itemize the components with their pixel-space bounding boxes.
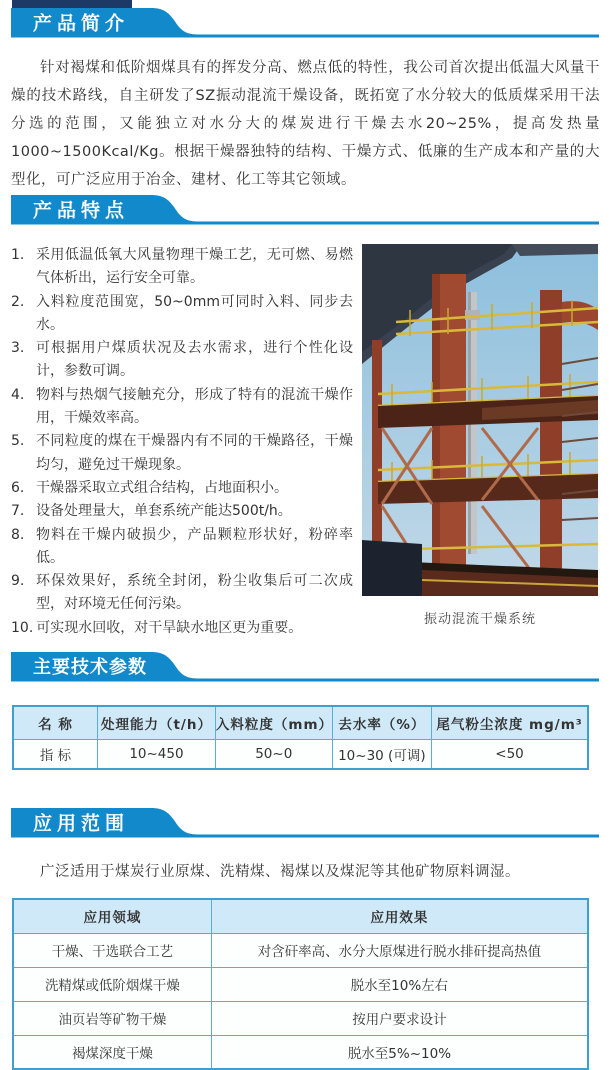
application-table: [12, 898, 589, 1070]
app-table-row: [13, 1001, 588, 1035]
tech-header-cell: 尾气粉尘浓度 mg/m³: [432, 706, 588, 739]
app-cell-effect: 脱水至10%左右: [211, 967, 588, 1001]
feature-item: [11, 244, 353, 291]
feature-item-number: 4.: [11, 386, 25, 403]
photo-caption: 振动混流干燥系统: [423, 612, 536, 627]
app-header-cell: 应用领域: [13, 899, 211, 933]
feature-item: [11, 337, 353, 384]
feature-item: [11, 617, 353, 640]
feature-item-text: 环保效果好，系统全封闭，粉尘收集后可二次成型，对环境无任何污染。: [36, 573, 353, 613]
tech-table-header-row: [13, 706, 588, 739]
app-table-row: [13, 933, 588, 967]
section-header-application: [11, 808, 600, 838]
feature-item-number: 2.: [11, 293, 25, 310]
section-header-intro: [11, 8, 600, 38]
section-title-application: 应用范围: [33, 812, 130, 835]
feature-item-number: 3.: [11, 340, 25, 357]
app-cell-domain: 洗精煤或低阶烟煤干燥: [13, 967, 211, 1001]
tech-data-cell: <50: [432, 739, 588, 769]
app-cell-effect: 对含矸率高、水分大原煤进行脱水排矸提高热值: [211, 933, 588, 967]
feature-item: [11, 384, 353, 431]
tech-data-cell: 10~450: [98, 739, 216, 769]
section-title-intro: 产品简介: [33, 12, 130, 35]
feature-item-text: 设备处理量大，单套系统产能达500t/h。: [36, 503, 292, 520]
feature-item-text: 入料粒度范围宽，50~0mm可同时入料、同步去水。: [36, 293, 353, 333]
feature-item-text: 采用低温低氧大风量物理干燥工艺，无可燃、易燃气体析出，运行安全可靠。: [36, 247, 353, 287]
app-header-cell: 应用效果: [211, 899, 588, 933]
feature-item: [11, 477, 353, 500]
feature-item: [11, 291, 353, 338]
product-photo-block: [362, 244, 598, 627]
features-list: [11, 244, 353, 640]
application-paragraph: 广泛适用于煤炭行业原煤、洗精煤、褐煤以及煤泥等其他矿物原料调湿。: [40, 864, 520, 881]
top-navy-strip: [12, 0, 132, 8]
app-cell-effect: 按用户要求设计: [211, 1001, 588, 1035]
feature-item-text: 物料与热烟气接触充分，形成了特有的混流干燥作用，干燥效率高。: [36, 386, 353, 427]
feature-item-number: 6.: [11, 479, 25, 496]
feature-item: [11, 500, 353, 523]
app-cell-domain: 褐煤深度干燥: [13, 1035, 211, 1069]
tech-data-cell: 50~0: [215, 739, 332, 769]
app-cell-domain: 干燥、干选联合工艺: [13, 933, 211, 967]
section-title-features: 产品特点: [33, 199, 130, 222]
feature-item-number: 8.: [11, 526, 25, 543]
tech-data-cell: 指 标: [13, 739, 98, 769]
app-table-header-row: [13, 899, 588, 933]
feature-item-text: 物料在干燥内破损少，产品颗粒形状好，粉碎率低。: [36, 526, 353, 566]
features-section: [11, 244, 600, 640]
feature-item: [11, 524, 353, 571]
section-header-features: [11, 195, 600, 225]
product-photo-image: [362, 244, 598, 596]
tech-header-cell: 名 称: [13, 706, 98, 739]
feature-item-number: 10.: [11, 619, 34, 636]
tech-header-cell: 入料粒度（mm）: [215, 706, 332, 739]
app-cell-effect: 脱水至5%~10%: [211, 1035, 588, 1069]
feature-item-number: 7.: [11, 503, 25, 520]
tech-params-table: [12, 705, 589, 770]
feature-item-number: 9.: [11, 573, 25, 590]
intro-paragraph: 针对褐煤和低阶烟煤具有的挥发分高、燃点低的特性，我公司首次提出低温大风量干燥的技术路线，自主研发了SZ振动混流干燥设备，既拓宽了水分较大的低质煤采用干法分选的范围，又能独立对水分大的煤炭进行干燥去水20~25%，提高发热量1000~1500Kcal/Kg。根据干燥器独特的结构、干燥方式、低廉的生产成本和产量的大型化，可广泛应用于冶金、建材、化工等其它领域。: [11, 60, 600, 188]
tech-table-data-row: [13, 739, 588, 769]
tech-header-cell: 处理能力（t/h）: [98, 706, 216, 739]
tech-header-cell: 去水率（%）: [332, 706, 431, 739]
section-title-tech: 主要技术参数: [33, 657, 147, 679]
feature-item: [11, 570, 353, 617]
app-table-row: [13, 967, 588, 1001]
feature-item-number: 5.: [11, 433, 25, 450]
feature-item-text: 不同粒度的煤在干燥器内有不同的干燥路径，干燥均匀，避免过干燥现象。: [36, 433, 353, 473]
feature-item: [11, 430, 353, 477]
feature-item-number: 1.: [11, 247, 25, 263]
section-header-tech: [11, 652, 600, 682]
app-cell-domain: 油页岩等矿物干燥: [13, 1001, 211, 1035]
tech-data-cell: 10~30 (可调): [332, 739, 431, 769]
feature-item-text: 可根据用户煤质状况及去水需求，进行个性化设计，参数可调。: [36, 340, 353, 380]
feature-item-text: 干燥器采取立式组合结构，占地面积小。: [36, 479, 288, 496]
feature-item-text: 可实现水回收，对干旱缺水地区更为重要。: [36, 619, 303, 636]
app-table-row: [13, 1035, 588, 1069]
